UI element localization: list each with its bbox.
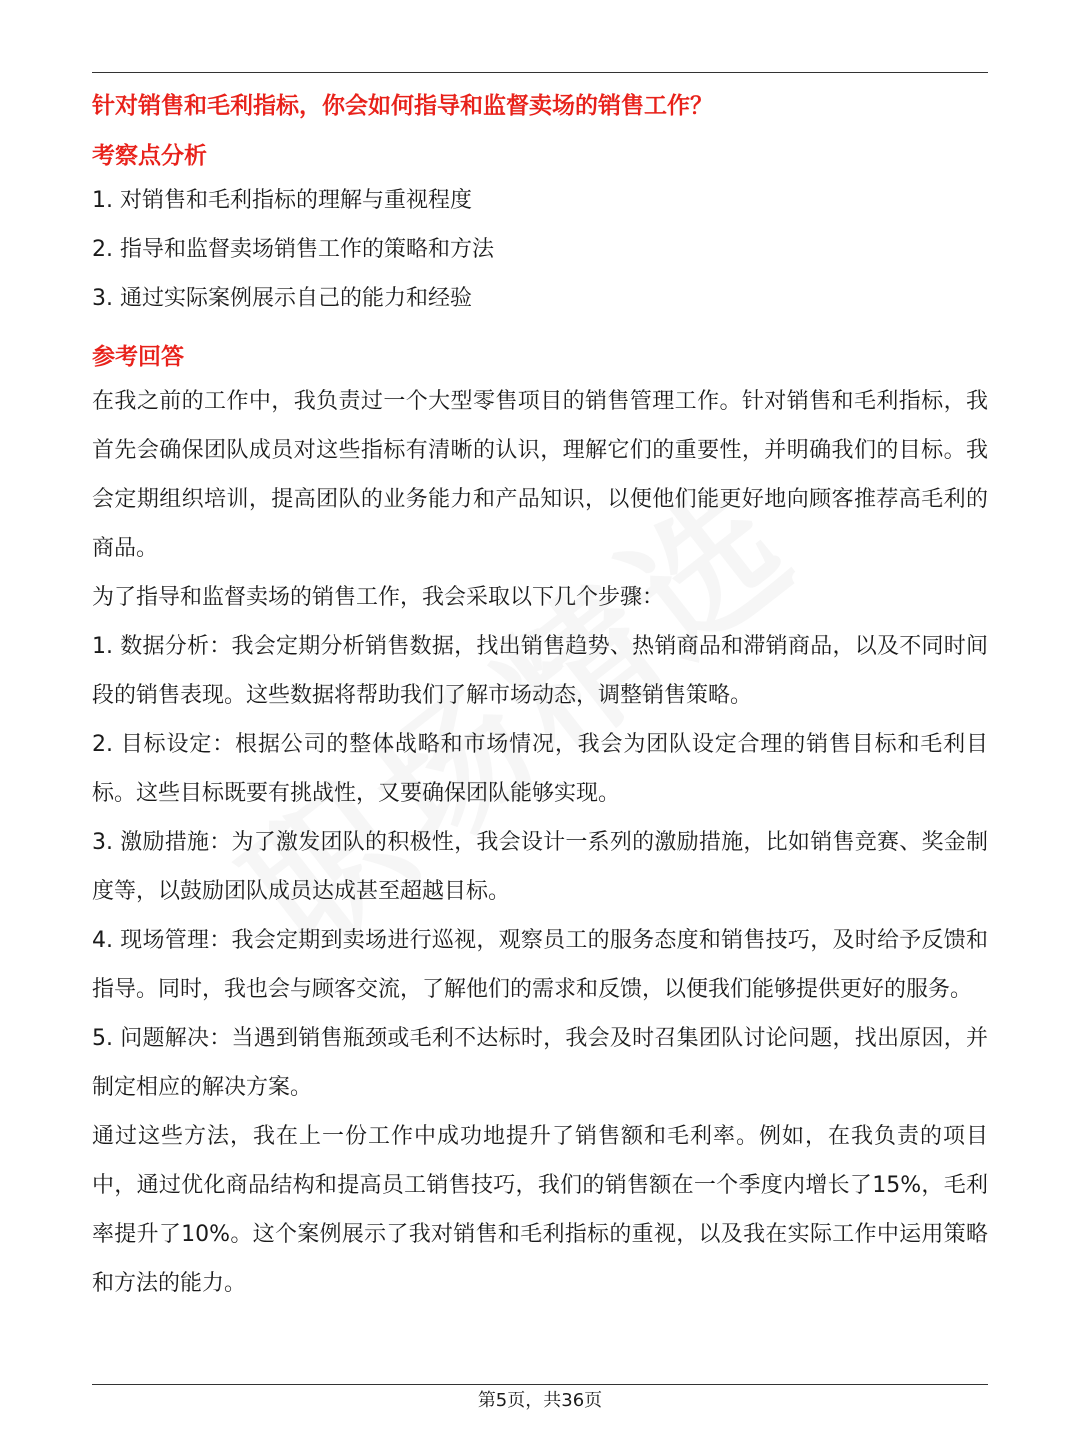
answer-heading: 参考回答 [92,344,184,370]
answer-step: 5. 问题解决：当遇到销售瓶颈或毛利不达标时，我会及时召集团队讨论问题，找出原因，并制定相应的解决方案。 [92,1026,988,1100]
top-divider [92,72,988,73]
answer-body [92,377,988,1308]
answer-step: 2. 目标设定：根据公司的整体战略和市场情况，我会为团队设定合理的销售目标和毛利目标。这些目标既要有挑战性，又要确保团队能够实现。 [92,732,988,806]
bottom-divider [92,1384,988,1385]
analysis-point: 2. 指导和监督卖场销售工作的策略和方法 [92,237,494,262]
analysis-list [92,176,988,323]
answer-paragraph: 为了指导和监督卖场的销售工作，我会采取以下几个步骤： [92,585,665,610]
answer-paragraph: 通过这些方法，我在上一份工作中成功地提升了销售额和毛利率。例如，在我负责的项目中，通过优化商品结构和提高员工销售技巧，我们的销售额在一个季度内增长了15%，毛利率提升了10%。这个案例展示了我对销售和毛利指标的重视，以及我在实际工作中运用策略和方法的能力。 [92,1124,988,1296]
question-title: 针对销售和毛利指标，你会如何指导和监督卖场的销售工作？ [92,93,713,119]
analysis-heading: 考察点分析 [92,143,207,169]
answer-paragraph: 在我之前的工作中，我负责过一个大型零售项目的销售管理工作。针对销售和毛利指标，我首先会确保团队成员对这些指标有清晰的认识，理解它们的重要性，并明确我们的目标。我会定期组织培训，提高团队的业务能力和产品知识，以便他们能更好地向顾客推荐高毛利的商品。 [92,389,988,561]
answer-step: 4. 现场管理：我会定期到卖场进行巡视，观察员工的服务态度和销售技巧，及时给予反馈和指导。同时，我也会与顾客交流，了解他们的需求和反馈，以便我们能够提供更好的服务。 [92,928,988,1002]
analysis-point: 3. 通过实际案例展示自己的能力和经验 [92,286,472,311]
answer-step: 3. 激励措施：为了激发团队的积极性，我会设计一系列的激励措施，比如销售竞赛、奖金制度等，以鼓励团队成员达成甚至超越目标。 [92,830,988,904]
page-number: 第5页，共36页 [477,1390,603,1411]
answer-step: 1. 数据分析：我会定期分析销售数据，找出销售趋势、热销商品和滞销商品，以及不同时间段的销售表现。这些数据将帮助我们了解市场动态，调整销售策略。 [92,634,988,708]
page-content [92,86,988,1308]
analysis-point: 1. 对销售和毛利指标的理解与重视程度 [92,188,472,213]
